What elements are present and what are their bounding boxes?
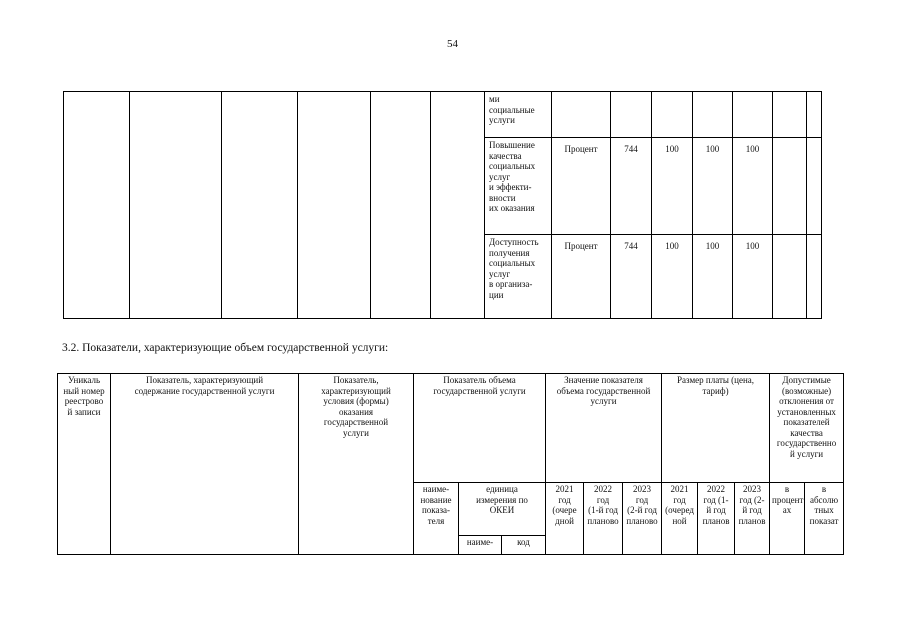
unit-code (611, 92, 652, 138)
header-fee: Размер платы (цена, тариф) (662, 374, 770, 483)
unit-name: Процент (552, 235, 611, 319)
header-volume-value: Значение показателя объема государственной услуги (546, 374, 662, 483)
empty-cell (807, 235, 822, 319)
header-row (58, 374, 884, 483)
header-conditions-indicator: Показатель, характеризующий условия (формы) оказания государственной услуги (299, 374, 414, 555)
header-indicator-name: наиме- нование показа- теля (414, 483, 459, 555)
value-2022: 100 (693, 138, 733, 235)
header-unit-code: код (502, 536, 546, 555)
empty-cell (371, 92, 431, 319)
indicator-name: Доступность получения социальных услуг в организа- ции (485, 235, 552, 319)
header-fee-2021: 2021 год (очеред ной (662, 483, 698, 555)
value-2022: 100 (693, 235, 733, 319)
indicator-name: ми социальные услуги (485, 92, 552, 138)
header-value-2022: 2022 год (1-й год планово (584, 483, 623, 555)
value-2023 (733, 92, 773, 138)
value-2022 (693, 92, 733, 138)
empty-cell (807, 138, 822, 235)
value-2023: 100 (733, 138, 773, 235)
indicator-name: Повышение качества социальных услуг и эффекти- вности их оказания (485, 138, 552, 235)
volume-indicators-table (57, 373, 884, 555)
value-2021: 100 (652, 138, 693, 235)
empty-cell (773, 235, 807, 319)
empty-cell (773, 92, 807, 138)
header-unique-number: Уникаль ный номер реестрово й записи (58, 374, 111, 555)
unit-code: 744 (611, 138, 652, 235)
page-number: 54 (447, 38, 458, 50)
empty-cell (222, 92, 298, 319)
empty-cell (130, 92, 222, 319)
unit-name: Процент (552, 138, 611, 235)
empty-cell (298, 92, 371, 319)
value-2021: 100 (652, 235, 693, 319)
section-heading: 3.2. Показатели, характеризующие объем государственной услуги: (62, 342, 389, 354)
header-fee-2022: 2022 год (1- й год планов (698, 483, 735, 555)
empty-cell (773, 138, 807, 235)
empty-cell (807, 92, 822, 138)
unit-code: 744 (611, 235, 652, 319)
quality-indicators-table-continuation (63, 91, 822, 319)
value-2023: 100 (733, 235, 773, 319)
header-value-2021: 2021 год (очере дной (546, 483, 584, 555)
header-deviations: Допустимые (возможные) отклонения от установленных показателей качества государственно й услуги (770, 374, 844, 483)
header-deviation-absolute: в абсолю тных показат (805, 483, 844, 555)
header-content-indicator: Показатель, характеризующий содержание государственной услуги (111, 374, 299, 555)
header-deviation-percent: в процент ах (770, 483, 805, 555)
header-value-2023: 2023 год (2-й год планово (623, 483, 662, 555)
header-fee-2023: 2023 год (2- й год планов (735, 483, 770, 555)
value-2021 (652, 92, 693, 138)
unit-name (552, 92, 611, 138)
empty-cell (431, 92, 485, 319)
empty-cell (64, 92, 130, 319)
header-okei-unit: единица измерения по ОКЕИ (459, 483, 546, 536)
header-unit-name: наиме- (459, 536, 502, 555)
header-volume-indicator: Показатель объема государственной услуги (414, 374, 546, 483)
table-row (64, 92, 822, 138)
